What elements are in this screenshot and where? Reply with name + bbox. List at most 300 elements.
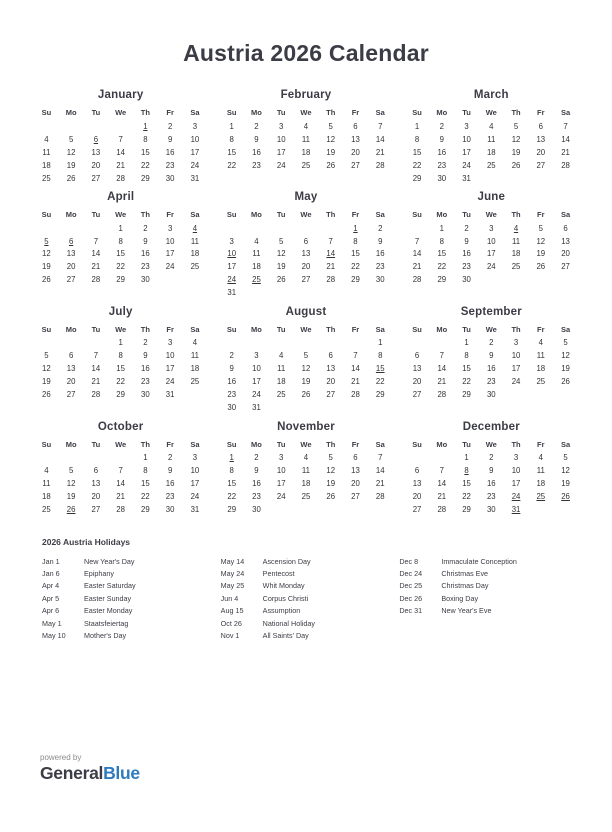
week-row — [219, 478, 392, 491]
day-cell: 15 — [141, 479, 150, 489]
day-cell: 27 — [66, 390, 76, 400]
holidays-column — [399, 556, 570, 643]
holiday-name: Boxing Day — [441, 593, 479, 603]
day-cell: 16 — [462, 249, 471, 259]
day-cell: 30 — [437, 173, 447, 183]
month-block — [399, 89, 584, 185]
weekday-header: Fr — [166, 108, 174, 117]
day-cell: 20 — [91, 160, 101, 170]
weekday-header-row — [405, 107, 578, 120]
weekday-header-row — [405, 439, 578, 452]
day-cell-empty — [84, 337, 109, 350]
holiday-date: Oct 26 — [220, 618, 242, 628]
holiday-date: May 1 — [42, 618, 62, 628]
holiday-name: Whit Monday — [262, 581, 305, 591]
day-cell: 12 — [561, 466, 570, 476]
day-cell: 9 — [229, 364, 234, 374]
week-row — [34, 248, 207, 261]
day-cell: 11 — [536, 351, 545, 361]
week-row — [34, 222, 207, 235]
day-cell: 20 — [412, 377, 422, 387]
day-cell: 23 — [437, 160, 447, 170]
day-cell: 17 — [190, 147, 200, 157]
day-cell-empty — [244, 287, 269, 300]
day-cell: 18 — [536, 364, 546, 374]
weekday-header: Tu — [462, 324, 471, 334]
day-cell: 8 — [143, 466, 148, 476]
holiday-date: Apr 5 — [42, 593, 60, 603]
weekday-header: We — [300, 108, 312, 117]
day-cell-empty — [429, 452, 454, 465]
day-cell: 22 — [116, 262, 125, 272]
day-cell: 11 — [42, 479, 51, 489]
day-cell: 22 — [227, 160, 237, 170]
day-cell: 10 — [165, 351, 175, 361]
day-cell: 29 — [462, 505, 471, 515]
week-row — [405, 222, 578, 235]
month-name: February — [280, 89, 332, 101]
day-cell: 30 — [165, 505, 175, 515]
holiday-name: National Holiday — [262, 618, 315, 628]
day-cell: 5 — [328, 453, 333, 463]
day-cell: 10 — [190, 134, 200, 144]
day-cell-holiday: 24 — [227, 275, 237, 285]
day-cell: 9 — [439, 134, 444, 144]
day-cell: 22 — [375, 377, 385, 387]
day-cell-empty — [318, 287, 343, 300]
week-row — [219, 274, 392, 287]
day-cell: 13 — [351, 134, 360, 144]
day-cell-empty — [528, 172, 553, 185]
day-cell: 3 — [167, 223, 173, 233]
week-row — [219, 120, 392, 133]
weekday-header: We — [300, 439, 312, 449]
weekday-header: Th — [511, 324, 521, 334]
day-cell: 30 — [141, 390, 150, 400]
day-cell: 9 — [143, 351, 148, 361]
weekday-header: Mo — [436, 439, 448, 449]
day-cell: 3 — [167, 338, 173, 348]
day-cell: 15 — [116, 364, 125, 374]
day-cell: 31 — [190, 173, 200, 183]
day-cell: 26 — [42, 275, 51, 285]
day-cell: 19 — [536, 249, 546, 259]
holidays-column — [42, 556, 213, 643]
day-cell: 4 — [303, 453, 309, 463]
day-cell: 24 — [190, 160, 200, 170]
day-cell: 7 — [378, 121, 383, 131]
week-row — [219, 133, 392, 146]
day-cell: 23 — [165, 160, 175, 170]
day-cell-holiday: 1 — [143, 121, 148, 131]
week-row — [405, 120, 578, 133]
day-cell: 15 — [116, 249, 125, 259]
day-cell: 18 — [536, 479, 546, 489]
day-cell: 29 — [462, 390, 471, 400]
holiday-date: May 25 — [220, 581, 245, 591]
holiday-name: Easter Sunday — [84, 593, 132, 603]
month-block — [213, 421, 398, 517]
day-cell: 5 — [68, 466, 74, 476]
week-row — [405, 376, 578, 389]
week-row — [405, 350, 578, 363]
day-cell: 21 — [91, 262, 101, 272]
week-row — [219, 491, 392, 504]
week-row — [219, 465, 392, 478]
week-row — [219, 287, 392, 300]
day-cell: 15 — [227, 147, 237, 157]
weekday-header: We — [485, 108, 497, 117]
weekday-header: Fr — [166, 209, 174, 219]
day-cell: 8 — [439, 236, 444, 246]
holiday-date: May 24 — [220, 569, 245, 579]
week-row — [405, 363, 578, 376]
holiday-list-item — [399, 605, 570, 617]
weekday-header: Su — [226, 108, 237, 117]
day-cell: 8 — [229, 134, 234, 144]
day-cell: 16 — [252, 479, 261, 489]
day-cell-empty — [34, 222, 59, 235]
weekday-header: We — [300, 209, 312, 219]
day-cell: 14 — [437, 364, 447, 374]
day-cell: 12 — [276, 249, 286, 259]
day-cell: 24 — [486, 262, 496, 272]
holiday-name: Christmas Eve — [441, 569, 489, 579]
day-cell: 16 — [437, 147, 447, 157]
day-cell: 25 — [276, 390, 286, 400]
calendar-grid — [28, 89, 584, 523]
holiday-list-item — [221, 568, 392, 580]
day-cell: 15 — [462, 479, 471, 489]
day-cell: 26 — [326, 160, 336, 170]
week-row — [405, 478, 578, 491]
month-name: January — [97, 89, 144, 101]
day-cell: 27 — [351, 160, 360, 170]
week-row — [34, 235, 207, 248]
day-cell: 1 — [118, 223, 123, 233]
day-cell: 22 — [141, 492, 150, 502]
weekday-header-row — [34, 107, 207, 120]
week-row — [219, 222, 392, 235]
month-block — [213, 89, 398, 185]
weekday-header: Su — [412, 209, 422, 219]
month-table — [219, 209, 392, 300]
month-table — [219, 324, 392, 415]
day-cell: 16 — [141, 364, 150, 374]
day-cell: 5 — [68, 134, 74, 144]
day-cell: 19 — [42, 377, 51, 387]
day-cell: 27 — [91, 173, 101, 183]
weekday-header: Su — [412, 108, 422, 117]
day-cell-empty — [343, 287, 368, 300]
day-cell: 6 — [353, 453, 358, 463]
day-cell: 24 — [165, 262, 175, 272]
day-cell: 6 — [538, 121, 543, 131]
day-cell: 28 — [351, 390, 360, 400]
weekday-header: We — [485, 324, 497, 334]
day-cell: 12 — [561, 351, 570, 361]
day-cell: 26 — [42, 390, 51, 400]
day-cell: 8 — [143, 134, 148, 144]
holiday-name: Assumption — [262, 606, 301, 616]
day-cell-holiday: 6 — [68, 236, 74, 246]
day-cell-empty — [183, 274, 208, 287]
day-cell: 25 — [301, 160, 311, 170]
day-cell: 14 — [437, 479, 447, 489]
day-cell: 23 — [486, 377, 496, 387]
day-cell: 17 — [462, 147, 471, 157]
day-cell: 28 — [375, 492, 385, 502]
holiday-date: Dec 26 — [399, 593, 423, 603]
week-row — [405, 504, 578, 517]
month-block — [28, 191, 213, 300]
day-cell: 5 — [563, 338, 568, 348]
day-cell-holiday: 5 — [44, 236, 49, 246]
brand-name-first: General — [40, 763, 104, 783]
holidays-column — [221, 556, 392, 643]
weekday-header: Fr — [537, 324, 545, 334]
day-cell: 12 — [511, 134, 521, 144]
month-table — [219, 107, 392, 172]
weekday-header: Sa — [190, 108, 200, 117]
day-cell: 27 — [561, 262, 570, 272]
day-cell: 6 — [353, 121, 358, 131]
day-cell-empty — [429, 337, 454, 350]
day-cell: 18 — [301, 479, 311, 489]
holidays-section-title: 2026 Austria Holidays — [42, 536, 131, 547]
day-cell: 25 — [301, 492, 311, 502]
day-cell: 13 — [536, 134, 546, 144]
brand-logo — [40, 763, 140, 784]
day-cell-empty — [553, 274, 578, 287]
day-cell-holiday: 4 — [513, 223, 519, 233]
day-cell: 5 — [563, 453, 568, 463]
week-row — [219, 504, 392, 517]
weekday-header: We — [115, 439, 127, 449]
weekday-header: We — [485, 209, 497, 219]
day-cell: 1 — [414, 121, 420, 131]
day-cell: 7 — [93, 351, 99, 361]
month-table — [405, 439, 578, 517]
day-cell: 13 — [91, 479, 101, 489]
week-row — [34, 478, 207, 491]
weekday-header: Mo — [65, 324, 77, 334]
day-cell-empty — [553, 172, 578, 185]
day-cell: 23 — [165, 492, 175, 502]
weekday-header: Sa — [560, 209, 571, 219]
weekday-header: Su — [412, 324, 422, 334]
weekday-header: Sa — [560, 324, 571, 334]
weekday-header: Sa — [375, 108, 385, 117]
day-cell-empty — [343, 504, 368, 517]
weekday-header: Th — [140, 108, 150, 117]
day-cell: 30 — [252, 505, 261, 515]
day-cell: 22 — [412, 160, 422, 170]
brand-name-second: Blue — [103, 763, 140, 783]
holiday-name: Christmas Day — [441, 581, 489, 591]
holiday-date: Dec 24 — [399, 569, 423, 579]
day-cell: 29 — [437, 275, 447, 285]
day-cell: 21 — [412, 262, 422, 272]
day-cell: 14 — [375, 466, 385, 476]
month-block — [213, 306, 398, 415]
holiday-name: Easter Monday — [84, 606, 133, 616]
weekday-header: Th — [140, 324, 150, 334]
day-cell-holiday: 24 — [511, 492, 521, 502]
day-cell: 4 — [254, 236, 259, 246]
day-cell: 20 — [66, 262, 76, 272]
day-cell-holiday: 4 — [192, 223, 198, 233]
weekday-header: Sa — [190, 439, 200, 449]
holiday-list-item — [42, 605, 213, 617]
day-cell-empty — [59, 452, 84, 465]
day-cell: 14 — [561, 134, 570, 144]
day-cell: 27 — [326, 390, 336, 400]
day-cell: 2 — [489, 453, 494, 463]
day-cell: 29 — [141, 505, 150, 515]
weekday-header: Su — [41, 324, 52, 334]
day-cell: 16 — [165, 147, 175, 157]
day-cell: 28 — [326, 275, 336, 285]
day-cell: 3 — [254, 351, 259, 361]
day-cell: 5 — [328, 121, 333, 131]
day-cell: 18 — [301, 147, 311, 157]
day-cell-empty — [84, 452, 109, 465]
day-cell: 26 — [561, 377, 570, 387]
day-cell: 1 — [439, 223, 444, 233]
day-cell: 13 — [91, 147, 101, 157]
day-cell-empty — [219, 337, 244, 350]
day-cell: 5 — [279, 236, 284, 246]
weekday-header: Fr — [537, 439, 545, 449]
holiday-date: Jan 6 — [42, 569, 60, 579]
day-cell: 22 — [116, 377, 125, 387]
holiday-list-item — [42, 630, 213, 642]
holiday-list-item — [399, 556, 570, 568]
day-cell: 9 — [254, 466, 259, 476]
day-cell-holiday: 6 — [93, 134, 99, 144]
day-cell-empty — [368, 504, 393, 517]
month-name: March — [473, 89, 509, 101]
week-row — [34, 389, 207, 402]
day-cell: 24 — [462, 160, 471, 170]
day-cell: 5 — [303, 351, 309, 361]
week-row — [34, 504, 207, 517]
day-cell: 6 — [563, 223, 568, 233]
holiday-date: Jun 4 — [220, 593, 239, 603]
week-row — [405, 274, 578, 287]
weekday-header-row — [219, 209, 392, 222]
holiday-date: Dec 31 — [399, 606, 423, 616]
day-cell: 6 — [414, 351, 420, 361]
day-cell: 18 — [42, 160, 51, 170]
day-cell-empty — [479, 172, 504, 185]
day-cell-empty — [479, 274, 504, 287]
day-cell: 27 — [351, 492, 360, 502]
day-cell: 29 — [116, 275, 125, 285]
day-cell: 11 — [190, 351, 199, 361]
day-cell: 17 — [486, 249, 496, 259]
day-cell: 18 — [190, 364, 200, 374]
day-cell: 11 — [511, 236, 521, 246]
day-cell: 8 — [118, 351, 123, 361]
day-cell: 17 — [276, 479, 286, 489]
day-cell: 23 — [375, 262, 385, 272]
day-cell: 24 — [165, 377, 175, 387]
day-cell: 11 — [301, 466, 310, 476]
day-cell-empty — [158, 274, 183, 287]
weekday-header: Su — [226, 439, 237, 449]
weekday-header-row — [219, 107, 392, 120]
weekday-header: Su — [41, 108, 52, 117]
day-cell-empty — [318, 337, 343, 350]
day-cell: 10 — [462, 134, 471, 144]
day-cell-holiday: 25 — [252, 275, 261, 285]
day-cell: 3 — [279, 121, 284, 131]
day-cell: 11 — [252, 249, 261, 259]
day-cell-empty — [368, 402, 393, 415]
day-cell: 30 — [165, 173, 175, 183]
day-cell: 22 — [462, 492, 471, 502]
day-cell: 27 — [536, 160, 546, 170]
day-cell: 8 — [353, 236, 358, 246]
day-cell: 8 — [414, 134, 420, 144]
day-cell-empty — [59, 337, 84, 350]
day-cell: 9 — [167, 466, 173, 476]
day-cell: 13 — [326, 364, 336, 374]
day-cell: 28 — [561, 160, 570, 170]
day-cell: 17 — [276, 147, 286, 157]
week-row — [219, 402, 392, 415]
month-name: July — [108, 305, 133, 318]
holiday-list-item — [221, 593, 392, 605]
day-cell: 12 — [326, 134, 336, 144]
day-cell: 23 — [462, 262, 471, 272]
week-row — [34, 376, 207, 389]
powered-by-label: powered by — [40, 753, 82, 762]
day-cell-holiday: 10 — [227, 249, 237, 259]
day-cell: 18 — [276, 377, 286, 387]
weekday-header: Tu — [276, 324, 286, 334]
week-row — [405, 146, 578, 159]
day-cell: 29 — [116, 390, 125, 400]
day-cell: 18 — [42, 492, 51, 502]
holiday-date: Apr 4 — [42, 581, 60, 591]
week-row — [219, 159, 392, 172]
day-cell: 3 — [513, 338, 519, 348]
week-row — [405, 261, 578, 274]
week-row — [219, 376, 392, 389]
day-cell: 8 — [378, 351, 383, 361]
day-cell: 31 — [462, 173, 471, 183]
day-cell-empty — [84, 222, 109, 235]
day-cell: 10 — [511, 466, 521, 476]
day-cell: 9 — [489, 466, 494, 476]
day-cell: 26 — [326, 492, 336, 502]
day-cell: 19 — [66, 492, 76, 502]
day-cell: 29 — [141, 173, 150, 183]
day-cell-empty — [528, 389, 553, 402]
month-table — [34, 107, 207, 185]
day-cell: 17 — [252, 377, 261, 387]
day-cell: 17 — [165, 249, 175, 259]
weekday-header: Fr — [351, 108, 360, 117]
day-cell: 4 — [538, 338, 543, 348]
weekday-header: Tu — [462, 108, 471, 117]
day-cell-empty — [59, 120, 84, 133]
day-cell: 14 — [375, 134, 385, 144]
day-cell-empty — [294, 402, 319, 415]
